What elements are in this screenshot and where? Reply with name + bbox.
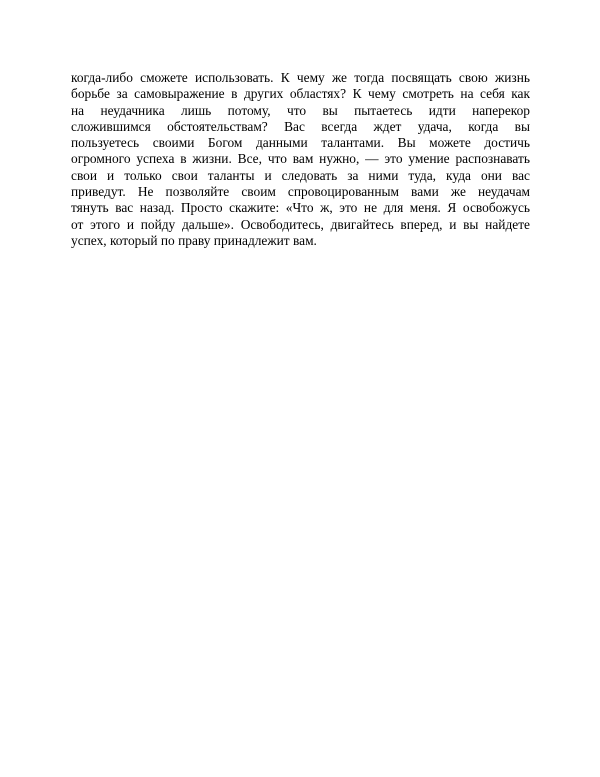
paragraph-line: когда-либо сможете использовать. К чему же тогда посвящать свою жизнь	[71, 70, 530, 85]
paragraph-line: сложившимся обстоятельствам? Вас всегда ждет удача, когда вы	[71, 118, 530, 134]
paragraph-line: пользуетесь своими Богом данными талантами. Вы можете достичь	[71, 135, 530, 151]
paragraph-line: на неудачника лишь потому, что вы пытаетесь идти наперекор	[71, 102, 530, 118]
paragraph-line: успех, который по праву принадлежит вам.	[71, 232, 317, 248]
paragraph-line: борьбе за самовыражение в других областях? К чему смотреть на себя как	[71, 86, 530, 102]
paragraph-line: приведут. Не позволяйте своим спровоцированным вами же неудачам	[71, 184, 530, 200]
paragraph-line: от этого и пойду дальше». Освободитесь, двигайтесь вперед, и вы найдете	[71, 216, 530, 232]
body-paragraph	[71, 70, 530, 249]
paragraph-line: тянуть вас назад. Просто скажите: «Что ж, это не для меня. Я освобожусь	[71, 200, 530, 216]
paragraph-line: огромного успеха в жизни. Все, что вам нужно, — это умение распознавать	[71, 151, 530, 167]
paragraph-line: свои и только свои таланты и следовать за ними туда, куда они вас	[71, 167, 530, 183]
